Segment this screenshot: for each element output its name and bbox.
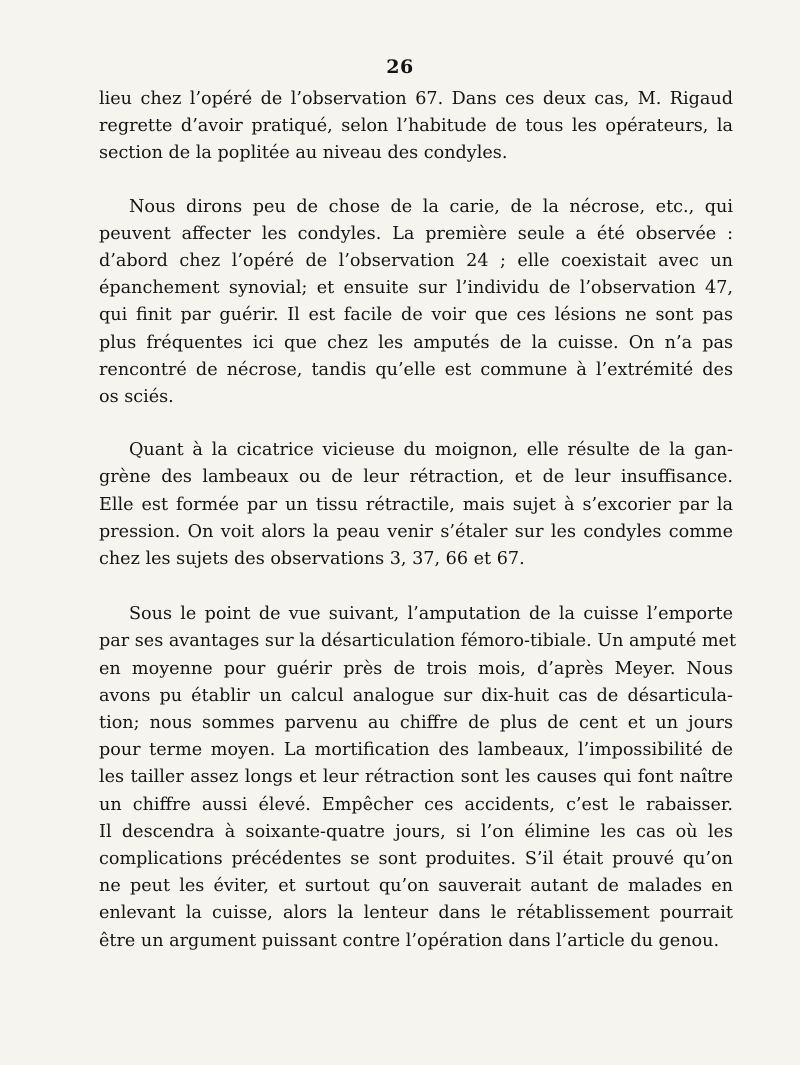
text-line: section de la poplitée au niveau des condyles. (99, 143, 508, 164)
paragraph-2 (99, 194, 733, 412)
text-line: enlevant la cuisse, alors la lenteur dans le rétablissement pourrait (99, 903, 733, 924)
text-line: d’abord chez l’opéré de l’observation 24 ; elle coexistait avec un (99, 251, 733, 272)
text-line: Nous dirons peu de chose de la carie, de la nécrose, etc., qui (129, 196, 733, 217)
text-line: en moyenne pour guérir près de trois mois, d’après Meyer. Nous (99, 658, 733, 679)
text-line: avons pu établir un calcul analogue sur dix-huit cas de désarticula- (99, 685, 733, 706)
text-line: qui finit par guérir. Il est facile de voir que ces lésions ne sont pas (99, 305, 733, 326)
text-line: lieu chez l’opéré de l’observation 67. Dans ces deux cas, M. Rigaud (99, 89, 733, 109)
paragraph-4 (99, 601, 737, 955)
text-line: peuvent affecter les condyles. La première seule a été observée : (99, 223, 733, 244)
body-text (99, 86, 737, 983)
text-line: tion; nous sommes parvenu au chiffre de plus de cent et un jours (99, 713, 733, 734)
text-line: Elle est formée par un tissu rétractile, mais sujet à s’excorier par la (99, 494, 733, 515)
text-line: rencontré de nécrose, tandis qu’elle est commune à l’extrémité des (99, 359, 733, 380)
page-number: 26 (386, 56, 414, 78)
text-line: pour terme moyen. La mortification des lambeaux, l’impossibilité de (99, 740, 733, 761)
text-line: plus fréquentes ici que chez les amputés de la cuisse. On n’a pas (99, 332, 733, 353)
text-line: un chiffre aussi élevé. Empêcher ces accidents, c’est le rabaisser. (99, 794, 733, 815)
text-line: regrette d’avoir pratiqué, selon l’habitude de tous les opérateurs, la (99, 116, 733, 137)
text-line: être un argument puissant contre l’opération dans l’article du genou. (99, 930, 720, 951)
text-line: grène des lambeaux ou de leur rétraction, et de leur insuffisance. (99, 467, 733, 488)
text-line: les tailler assez longs et leur rétraction sont les causes qui font naître (99, 767, 733, 788)
text-line: Il descendra à soixante-quatre jours, si l’on élimine les cas où les (99, 821, 733, 842)
text-line: pression. On voit alors la peau venir s’étaler sur les condyles comme (99, 521, 733, 542)
text-line: complications précédentes se sont produites. S’il était prouvé qu’on (99, 849, 733, 870)
text-line: chez les sujets des observations 3, 37, 66 et 67. (99, 549, 525, 570)
paragraph-3 (99, 437, 733, 573)
text-line: épanchement synovial; et ensuite sur l’individu de l’observation 47, (99, 278, 733, 299)
paragraph-1 (99, 86, 733, 168)
text-line: Sous le point de vue suivant, l’amputation de la cuisse l’emporte (129, 604, 733, 625)
text-line: os sciés. (99, 387, 174, 408)
text-line: Quant à la cicatrice vicieuse du moignon, elle résulte de la gan- (129, 440, 733, 461)
text-line: par ses avantages sur la désarticulation fémoro-tibiale. Un amputé met (99, 631, 737, 652)
text-line: ne peut les éviter, et surtout qu’on sauverait autant de malades en (99, 876, 733, 897)
